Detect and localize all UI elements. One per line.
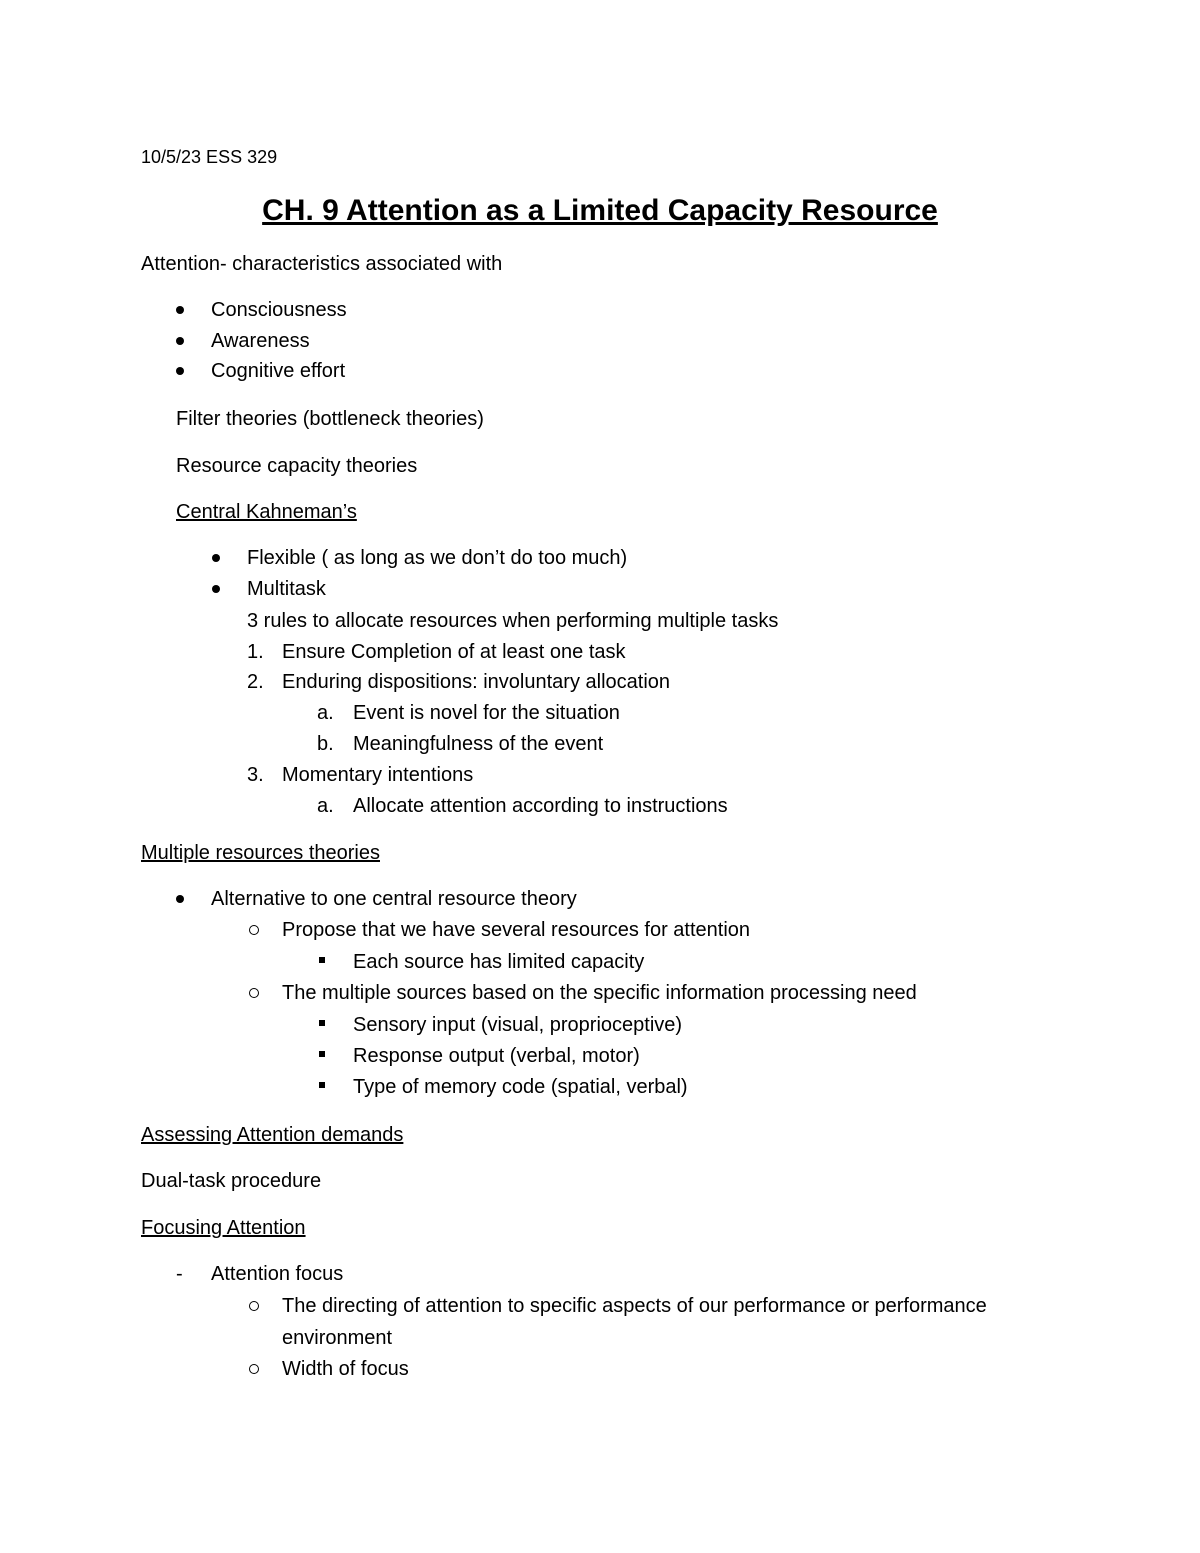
bullet-dot: [176, 337, 184, 345]
square-bullet: [319, 957, 325, 963]
rule-number: 1.: [247, 641, 264, 663]
bullet-dot: [212, 554, 220, 562]
rule-text: Momentary intentions: [282, 764, 474, 786]
date-course-header: 10/5/23 ESS 329: [141, 147, 278, 167]
sub-rule-text: Meaningfulness of the event: [353, 733, 604, 755]
list-item: Sensory input (visual, proprioceptive): [353, 1014, 683, 1036]
filter-theories-text: Filter theories (bottleneck theories): [176, 408, 484, 430]
bullet-dot: [212, 585, 220, 593]
square-bullet: [319, 1051, 325, 1057]
central-heading: Central Kahneman’s: [176, 501, 357, 523]
list-item: Consciousness: [211, 299, 347, 321]
dash-bullet: -: [176, 1263, 183, 1285]
assessing-text: Dual-task procedure: [141, 1170, 322, 1192]
list-item: The directing of attention to specific aspects of our performance or performance: [282, 1295, 987, 1317]
square-bullet: [319, 1020, 325, 1026]
list-item: Alternative to one central resource theory: [211, 888, 577, 910]
sub-rule-letter: b.: [317, 733, 334, 755]
square-bullet: [319, 1082, 325, 1088]
hollow-circle-bullet: [249, 1301, 259, 1311]
hollow-circle-bullet: [249, 988, 259, 998]
assessing-heading: Assessing Attention demands: [141, 1124, 404, 1146]
list-item: Attention focus: [211, 1263, 344, 1285]
list-item: Awareness: [211, 330, 310, 352]
bullet-dot: [176, 306, 184, 314]
list-item-continuation: environment: [282, 1327, 393, 1349]
resource-capacity-text: Resource capacity theories: [176, 455, 418, 477]
rule-number: 2.: [247, 671, 264, 693]
multiple-heading: Multiple resources theories: [141, 842, 380, 864]
list-item: Each source has limited capacity: [353, 951, 645, 973]
list-item: Propose that we have several resources for attention: [282, 919, 751, 941]
rule-text: Enduring dispositions: involuntary allocation: [282, 671, 671, 693]
rule-number: 3.: [247, 764, 264, 786]
intro-text: Attention- characteristics associated with: [141, 253, 503, 275]
sub-rule-text: Allocate attention according to instructions: [353, 795, 728, 817]
bullet-dot: [176, 895, 184, 903]
hollow-circle-bullet: [249, 925, 259, 935]
list-item: Multitask: [247, 578, 326, 600]
sub-rule-text: Event is novel for the situation: [353, 702, 620, 724]
list-item: Flexible ( as long as we don’t do too much): [247, 547, 628, 569]
rule-text: Ensure Completion of at least one task: [282, 641, 626, 663]
list-item: Type of memory code (spatial, verbal): [353, 1076, 688, 1098]
hollow-circle-bullet: [249, 1364, 259, 1374]
bullet-dot: [176, 367, 184, 375]
sub-rule-letter: a.: [317, 795, 334, 817]
sub-rule-letter: a.: [317, 702, 334, 724]
list-item: Width of focus: [282, 1358, 409, 1380]
list-item: Response output (verbal, motor): [353, 1045, 640, 1067]
list-item: Cognitive effort: [211, 360, 346, 382]
page-title: CH. 9 Attention as a Limited Capacity Resource: [262, 194, 938, 227]
focusing-heading: Focusing Attention: [141, 1217, 306, 1239]
list-item: The multiple sources based on the specific information processing need: [282, 982, 917, 1004]
rules-intro: 3 rules to allocate resources when performing multiple tasks: [247, 610, 779, 632]
